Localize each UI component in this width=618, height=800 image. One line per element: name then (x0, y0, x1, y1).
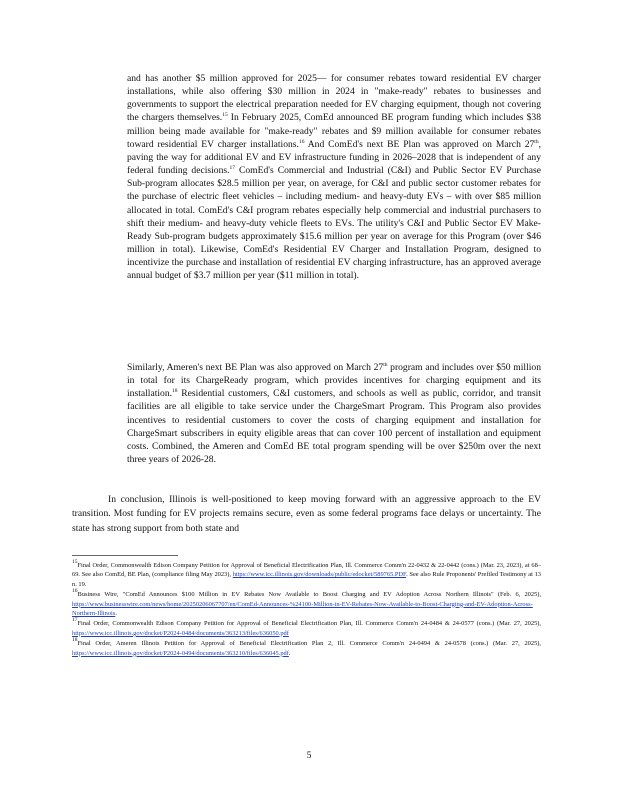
text-segment: program and includes over $50 million in total for its ChargeReady program, which provides incentives for charging equipment and its installation. (127, 362, 541, 400)
footnote-text: Final Order, Ameren Illinois Petition for Approval of Beneficial Electrification Plan 2, Ill. Commerce Comm'n 24-0494 & 24-0578 (cons.) (Mar. 27, 2025), (77, 640, 541, 648)
text-segment: Similarly, Ameren's next BE Plan was also approved on March 27 (127, 362, 384, 373)
footnote-text: . See also Rule Proponents' Prefiled Testimony at 13 n. 19. (72, 571, 541, 588)
footnote-text: Final Order, Commonwealth Edison Company Petition for Approval of Beneficial Electrification Plan, Ill. Commerce Comm'n 24-0484 & 24-0577 (cons.) (Mar. 27, 2025), (77, 620, 541, 628)
footnote-17 (72, 619, 541, 638)
footnote-ref-17[interactable]: 17 (229, 165, 235, 172)
text-segment: , paving the way for additional EV and EV infrastructure funding in 2026–2028 that is independent of any federal funding decisions. (127, 138, 541, 177)
footnotes-section (72, 561, 541, 659)
ordinal-suffix: th (534, 138, 539, 145)
ameren-bullet-paragraph (127, 361, 541, 466)
footnote-link[interactable]: https://www.businesswire.com/news/home/20250206067707/en/ComEd-Announces-%24100-Million-in-EV-Rebates-Now-Available-to-Boost-Charging-and-EV-Adoption-Across-Northern-Illinois (72, 600, 533, 618)
footnote-link[interactable]: https://www.icc.illinois.gov/docket/P2024-0484/documents/363213/files/636050.pdf (72, 629, 289, 637)
text-segment: In February 2025, ComEd announced BE program funding which includes $38 million being made available for "make-ready" rebates and $9 million available for consumer rebates toward residential EV charger installations. (127, 112, 541, 150)
text-segment: and has another $5 million approved for 2025— for consumer rebates toward residential EV charger installations, while also offering $30 million in 2024 in "make-ready" rebates to businesses and governments to support the electrical preparation needed for EV charging equipment, though not covering the chargers themselves. (127, 73, 541, 124)
footnote-text: . (288, 649, 291, 657)
footnote-16 (72, 590, 541, 618)
footnote-number: 18 (72, 637, 78, 644)
conclusion-paragraph: In conclusion, Illinois is well-positioned to keep moving forward with an aggressive approach to the EV transition. Most funding for EV projects remains secure, even as some federal programs face delays or uncertainty. The state has strong support from both state and (72, 494, 541, 534)
footnote-text: Final Order, Commonwealth Edison Company Petition for Approval of Beneficial Electrification Plan, Ill. Commerce Comm'n 22-0432 & 22-0442 (cons.) (Mar. 23, 2023), at 68–69. See also ComEd, BE Plan, (compliance filing May 2023), (72, 562, 541, 579)
text-segment: Residential customers, C&I customers, and schools as well as public, corridor, and transit facilities are all eligible to take service under the ChargeSmart Program. This Program also provides incentives to residential customers to cover the costs of charging equipment and installation for ChargeSmart subscribers in equity eligible areas that can cover 100 percent of installation and equipment costs. Combined, the Ameren and ComEd BE total program spending will be over $250m over the next three years of 2026-28. (127, 388, 541, 466)
footnote-ref-16[interactable]: 16 (298, 138, 305, 145)
footnote-15 (72, 561, 541, 589)
footnote-number: 16 (72, 588, 78, 595)
footnote-link[interactable]: https://www.icc.illinois.gov/downloads/public/edocket/589765.PDF (232, 571, 407, 579)
footnote-link[interactable]: https://www.icc.illinois.gov/docket/P2024-0494/documents/363210/files/636045.pdf (72, 649, 289, 657)
text-segment: ComEd's Commercial and Industrial (C&I) and Public Sector EV Purchase Sub-program allocates $28.5 million per year, on average, for C&I and public sector customer rebates for the purchase of electric fleet vehicles – including medium- and heavy-duty EVs – with over $85 million allocated in total. ComEd's C&I program rebates especially help commercial and industrial purchasers to shift their medium- and heavy-duty vehicle fleets to EVs. The utility's C&I and Public Sector EV Make-Ready Sub-program budgets approximately $15.6 million per year on average for this Program (over $46 million in total). Likewise, ComEd's Residential EV Charger and Installation Program, designed to incentivize the purchase and installation of residential EV charging infrastructure, has an approved average annual budget of $3.7 million per year ($11 million in total). (127, 165, 541, 282)
footnote-text: . (115, 610, 117, 618)
ordinal-suffix: th (383, 362, 388, 368)
bullet-continuation-paragraph (127, 72, 541, 283)
page-number: 5 (306, 750, 312, 761)
footnote-text: Business Wire, "ComEd Announces $100 Million in EV Rebates Now Available to Boost Charging and EV Adoption Across Northern Illinois" (Feb. 6, 2025), (77, 591, 541, 599)
footnote-number: 15 (72, 559, 78, 565)
text-segment: And ComEd's next BE Plan was approved on March 27 (304, 138, 535, 150)
footnote-separator (72, 555, 178, 556)
footnote-ref-18[interactable]: 18 (172, 388, 178, 395)
footnote-ref-15[interactable]: 15 (222, 112, 228, 119)
footnote-18 (72, 639, 541, 658)
footnote-number: 17 (72, 617, 78, 624)
